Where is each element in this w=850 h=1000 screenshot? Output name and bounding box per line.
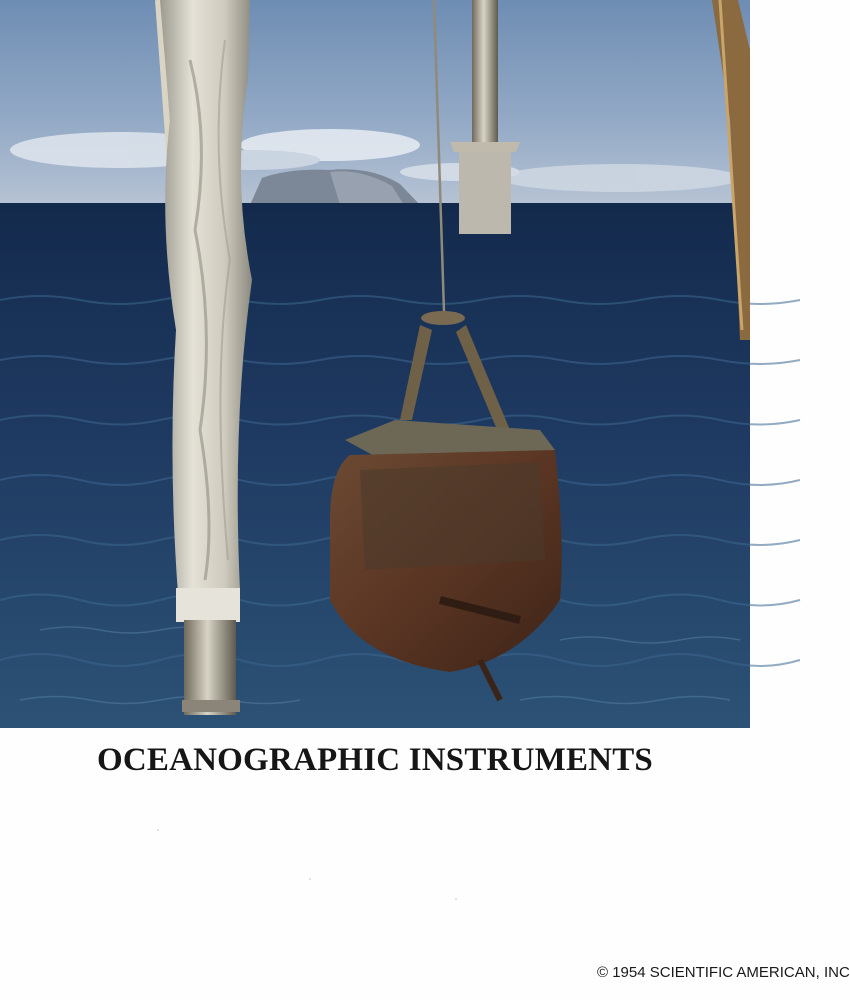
paper-speck (157, 829, 159, 831)
paper-speck (309, 878, 311, 880)
paper-speck (455, 898, 457, 900)
article-title: OCEANOGRAPHIC INSTRUMENTS (97, 742, 653, 778)
copyright-notice: © 1954 SCIENTIFIC AMERICAN, INC (597, 964, 850, 981)
